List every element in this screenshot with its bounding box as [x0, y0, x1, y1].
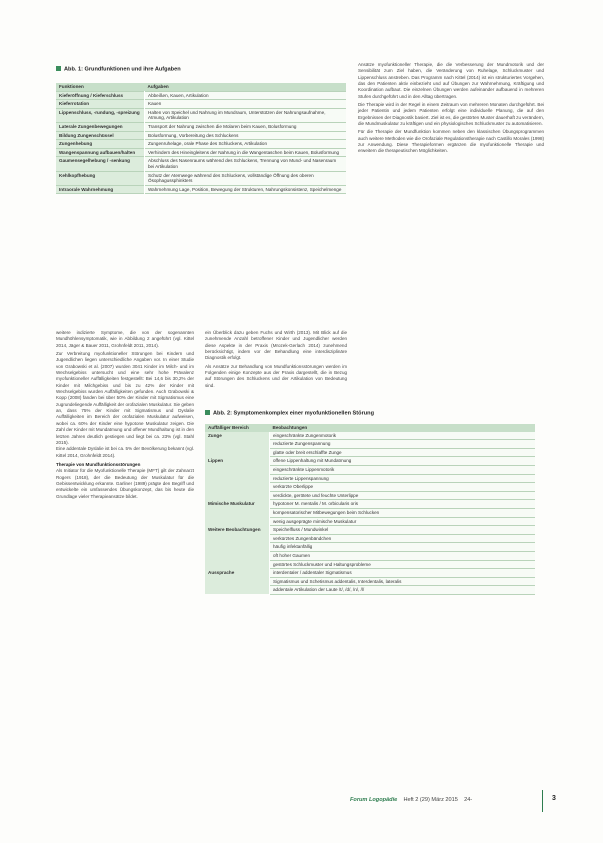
task-cell: Wahrnehmung Lage, Position, Bewegung der Strukturen, Nahrungskonsistenz, Speichelmenge	[145, 185, 347, 194]
table-row	[56, 171, 346, 185]
observation-cell: kompensatorischer Mitbewegungen beim Schlucken	[270, 508, 536, 517]
journal-name: Forum Logopädie	[350, 797, 398, 803]
paragraph: weitere indizierte Symptome, die von der sogenannten Mundhöhlensymptomatik, wie in Abbildung 2 angeführt (vgl. Kittel 2014, Jäger & Bauer 2011, Grohnfeldt 2011, 2014).	[56, 330, 194, 348]
table-row	[205, 500, 535, 509]
table-row	[56, 108, 346, 122]
observation-cell: verkürztes Zungenbändchen	[270, 534, 536, 543]
paragraph: Als Initiator für die Myofunktionelle Therapie (MFT) gilt der Zahnarzt Rogers (1918), der die Bedeutung der Muskulatur für die Gebissentwicklung erkannte. Garliner (1989) prägte den Begriff und entwickelte ein umfassendes Übungskonzept, das bis heute die Grundlage vieler Therapieansätze bildet.	[56, 468, 194, 499]
function-cell: Kieferrotation	[56, 100, 145, 109]
function-cell: Zungenhebung	[56, 140, 145, 149]
task-cell: Halten von Speichel und Nahrung im Mundraum, Unterstützen der Nahrungsaufnahme, Atmung, Artikulation	[145, 108, 347, 122]
observation-cell: verkürzte Oberlippe	[270, 483, 536, 492]
table-row	[56, 157, 346, 171]
task-cell: Schutz der Atemwege während des Schluckens, vollständige Öffnung des oberen Ösophagussphinkters	[145, 171, 347, 185]
page-range: 24-	[464, 797, 473, 803]
observation-cell: interdentaler / addentaler Sigmatismus	[270, 569, 536, 578]
table-row	[56, 122, 346, 131]
observation-cell: reduzierte Lippenspannung	[270, 474, 536, 483]
section-heading: Therapie von Mundfunktionsstörungen	[56, 461, 141, 467]
task-cell: Verhindern des Hineingleitens der Nahrung in die Wangentaschen beim Kauen, Bolusformung	[145, 148, 347, 157]
observation-cell: eingeschränkte Zungenmotorik	[270, 432, 536, 440]
table-row	[56, 131, 346, 140]
issue-info: Heft 2 (29) März 2015	[403, 797, 458, 803]
column-header: Funktionen	[56, 83, 145, 91]
paragraph: ein Überblick dazu geben Fuchs und Wirth (2013). Mit Blick auf die zunehmende Anzahl betroffener Kinder und Jugendlicher werden diese Aspekte in der Praxis (Mrozek-Gerlach 2014) zunehmend berücksichtigt, indem vor der Behandlung eine interdisziplinäre Diagnostik erfolgt.	[205, 330, 347, 361]
table1-caption-text: Abb. 1: Grundfunktionen und ihre Aufgaben	[64, 66, 181, 73]
table-row	[205, 569, 535, 578]
observation-cell: oft hoher Gaumen	[270, 551, 536, 560]
table2-caption	[205, 410, 374, 417]
table-row	[56, 100, 346, 109]
paragraph: Die Therapie wird in der Regel in einem Zeitraum von mehreren Monaten durchgeführt. Bei jeder Patientin und jedem Patienten erfolgt eine individuelle Planung, die auf den Ergebnissen der Diagnostik basiert. Ziel ist es, die gestörten Muster dauerhaft zu verändern, die Mundmuskulatur zu kräftigen und ein physiologisches Schluckmuster zu automatisieren.	[358, 102, 544, 127]
table-header-row	[56, 83, 346, 91]
footer-divider	[542, 790, 543, 812]
function-cell: Kieferöffnung / Kieferschluss	[56, 91, 145, 100]
paragraph: Als Ansätze zur Behandlung von Mundfunktionsstörungen werden im Folgenden einige Konzepte aus der Praxis dargestellt, die in Bezug auf Störungen des Schluckens und der Artikulation von Bedeutung sind.	[205, 363, 347, 388]
table-row	[56, 148, 346, 157]
observation-cell: häufig infektanfällig	[270, 543, 536, 552]
table-row	[56, 91, 346, 100]
observation-cell: wenig ausgeprägte mimische Muskulatur	[270, 517, 536, 526]
observation-cell: offene Lippenhaltung mit Mundatmung	[270, 457, 536, 466]
task-cell: Zungenruhelage, orale Phase des Schluckens, Artikulation	[145, 140, 347, 149]
observation-cell: gestörtes Schluckmuster und Haltungsprobleme	[270, 560, 536, 569]
task-cell: Abschluss des Nasenraums während des Schluckens, Trennung von Mund- und Nasenraum bei Artikulation	[145, 157, 347, 171]
paragraph: Zur Verbreitung myofunktioneller Störungen bei Kindern und Jugendlichen liegen unterschiedliche Angaben vor. In einer Studie von Grabowski et al. (2007) wurden 3041 Kinder im Milch- und im Wechselgebiss untersucht und eine sehr hohe Prävalenz myofunktioneller Auffälligkeiten festgestellt: Bei 14,6 bis 30,2% der Kinder mit Milchgebiss und bis zu 42% der Kinder mit Wechselgebiss wurden Auffälligkeiten gefunden. Auch Grabowski & Kopp (2008) fanden bei über 50% der Kinder mit Sigmatismus eine zugrundeliegende Auffälligkeit der orofazialen Muskulatur. Sie geben an, dass 75% der Kinder mit Sigmatismus und Dyslalie Auffälligkeiten im Bereich der orofazialen Muskulatur aufweisen, wobei ca. 60% der Kinder eine hypotone Muskulatur zeigen. Die Zahl der Kinder mit Mundatmung und offener Mundhaltung ist in den letzten Jahren deutlich gestiegen und liegt bei ca. 23% (vgl. Stahl 2015).	[56, 351, 194, 445]
function-cell: Wangenspannung aufbauen/halten	[56, 148, 145, 157]
table2-caption-text: Abb. 2: Symptomenkomplex einer myofunktionellen Störung	[213, 410, 374, 417]
task-cell: Transport der Nahrung zwischen die Molaren beim Kauen, Bolusformung	[145, 122, 347, 131]
function-cell: Laterale Zungenbewegungen	[56, 122, 145, 131]
area-cell: Lippen	[205, 457, 270, 500]
symptoms-table	[205, 424, 535, 595]
paragraph: Für die Therapie der Mundfunktion kommen neben den klassischen Übungsprogrammen auch weitere Methoden wie die Orofaziale Regulationstherapie nach Castillo Morales (1998) zur Anwendung. Diese Therapieformen ergänzen die myofunktionelle Therapie und erweitern die therapeutischen Möglichkeiten.	[358, 129, 544, 154]
column-header: Aufgaben	[145, 83, 347, 91]
task-cell: Kauen	[145, 100, 347, 109]
paragraph: Eine addentale Dyslalie ist bei ca. 5% der Bevölkerung bekannt (vgl. Kittel 2014, Grohnfeldt 2014).	[56, 446, 194, 458]
observation-cell: addentale Artikulation der Laute /t/, /d/, /n/, /l/	[270, 586, 536, 595]
column-header: Auffälliger Bereich	[205, 424, 270, 432]
observation-cell: Speichelfluss / Mundwinkel	[270, 526, 536, 535]
table-row	[205, 432, 535, 440]
middle-column	[205, 330, 347, 389]
function-cell: Bildung Zungenschüssel	[56, 131, 145, 140]
task-cell: Abbeißen, Kauen, Artikulation	[145, 91, 347, 100]
table-row	[56, 140, 346, 149]
paragraph: Ansätze myofunktioneller Therapie, die die Verbesserung der Mundmotorik und der Sensibilität zum Ziel haben, die Veränderung von Ruhelage, Schluckmuster und Lippenschluss anstreben. Das Programm nach Kittel (2014) ist ein strukturiertes Vorgehen, das den Patienten aktiv einbezieht und auf Übungen zur Wahrnehmung, Kräftigung und Koordination aufbaut. Die einzelnen Übungen werden aufeinander aufbauend in mehreren Stufen durchgeführt und in den Alltag übertragen.	[358, 62, 544, 99]
observation-cell: Sigmatismus und Schetismus addentalis, Interdentalis, lateralis	[270, 577, 536, 586]
function-cell: Intraorale Wahrnehmung	[56, 185, 145, 194]
right-column	[358, 62, 544, 155]
area-cell: Aussprache	[205, 569, 270, 595]
caption-square-icon	[56, 66, 61, 71]
observation-cell: reduzierte Zungenspannung	[270, 440, 536, 449]
left-column	[56, 330, 194, 500]
observation-cell: eingeschränkte Lippenmotorik	[270, 465, 536, 474]
table-row	[205, 457, 535, 466]
functions-table	[56, 83, 346, 194]
page-number: 3	[552, 795, 556, 802]
observation-cell: glatte oder breit erschlaffte Zunge	[270, 448, 536, 457]
table-header-row	[205, 424, 535, 432]
page-footer	[350, 797, 472, 803]
function-cell: Lippenschluss, -rundung, -spreizung	[56, 108, 145, 122]
area-cell: Mimische Muskulatur	[205, 500, 270, 526]
table-row	[205, 526, 535, 535]
function-cell: Gaumensegelhebung / -senkung	[56, 157, 145, 171]
area-cell: Weitere Beobachtungen	[205, 526, 270, 569]
task-cell: Bolusformung, Vorbereitung des Schluckens	[145, 131, 347, 140]
table-row	[56, 185, 346, 194]
observation-cell: verdickte, gerötete und feuchte Unterlippe	[270, 491, 536, 500]
function-cell: Kehlkopfhebung	[56, 171, 145, 185]
caption-square-icon	[205, 410, 210, 415]
area-cell: Zunge	[205, 432, 270, 457]
table1-caption	[56, 66, 181, 73]
observation-cell: hypotoner M. mentalis / M. orbicularis oris	[270, 500, 536, 509]
column-header: Beobachtungen	[270, 424, 536, 432]
